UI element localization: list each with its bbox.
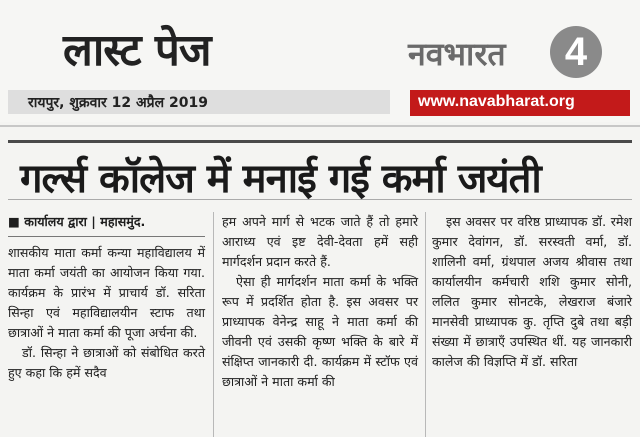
article-column-3 (432, 212, 632, 372)
paragraph: डॉ. सिन्हा ने छात्राओं को संबोधित करते हुए कहा कि हमें सदैव (8, 345, 205, 380)
date-bar (8, 90, 390, 114)
paragraph: ऐसा ही मार्गदर्शन माता कर्मा के भक्ति रूप में प्रदर्शित होता है. इस अवसर पर प्राध्यापक वेनेन्द्र साहू ने माता कर्मा की जीवनी एवं उसकी कृष्ण भक्ति के बारे में संक्षिप्त जानकारी दी. कार्यक्रम में स्टॉफ एवं छात्राओं ने माता कर्मा की (222, 274, 418, 389)
article-column-1 (8, 212, 205, 383)
headline-box (8, 140, 632, 200)
brand-logo: नवभारत (408, 35, 506, 73)
website-bar (410, 90, 630, 116)
column-divider (425, 212, 426, 437)
website-link[interactable]: www.navabharat.org (418, 93, 575, 110)
article-headline: गर्ल्स कॉलेज में मनाई गई कर्मा जयंती (20, 156, 541, 202)
masthead-divider (0, 125, 640, 127)
page-title-box (8, 4, 388, 88)
byline: ■ कार्यालय द्वारा | महासमुंद. (8, 212, 205, 237)
article-column-2 (222, 212, 418, 392)
date-line: रायपुर, शुक्रवार 12 अप्रैल 2019 (28, 95, 208, 111)
column-divider (213, 212, 214, 437)
brand-box (402, 10, 630, 118)
paragraph: हम अपने मार्ग से भटक जाते हैं तो हमारे आराध्य एवं इष्ट देवी-देवता हमें सही मार्गदर्शन प्रदान करते हैं. (222, 214, 418, 269)
page-number-badge: 4 (550, 26, 602, 78)
paragraph: शासकीय माता कर्मा कन्या महाविद्यालय में माता कर्मा जयंती का आयोजन किया गया. कार्यक्रम के प्रारंभ में प्राचार्य डॉ. सरिता सिन्हा एवं महाविद्यालयीन स्टाफ तथा छात्राओं ने माता कर्मा की पूजा अर्चना की. (8, 245, 205, 340)
masthead (0, 0, 640, 122)
page-title: लास्ट पेज (63, 25, 211, 76)
paragraph: इस अवसर पर वरिष्ठ प्राध्यापक डॉ. रमेश कुमार देवांगन, डॉ. सरस्वती वर्मा, डॉ. शालिनी वर्मा, ग्रंथपाल अजय श्रीवास तथा कार्यालयीन कर्मचारी शशि कुमार सोनी, ललित कुमार सोनटके, लेखराज बंजारे मानसेवी प्राध्यापक कु. तृप्ति दुबे तथा बड़ी संख्या में छात्राएँ उपस्थित थीं. यह जानकारी कालेज की विज्ञप्ति में डॉ. सरिता (432, 214, 632, 369)
